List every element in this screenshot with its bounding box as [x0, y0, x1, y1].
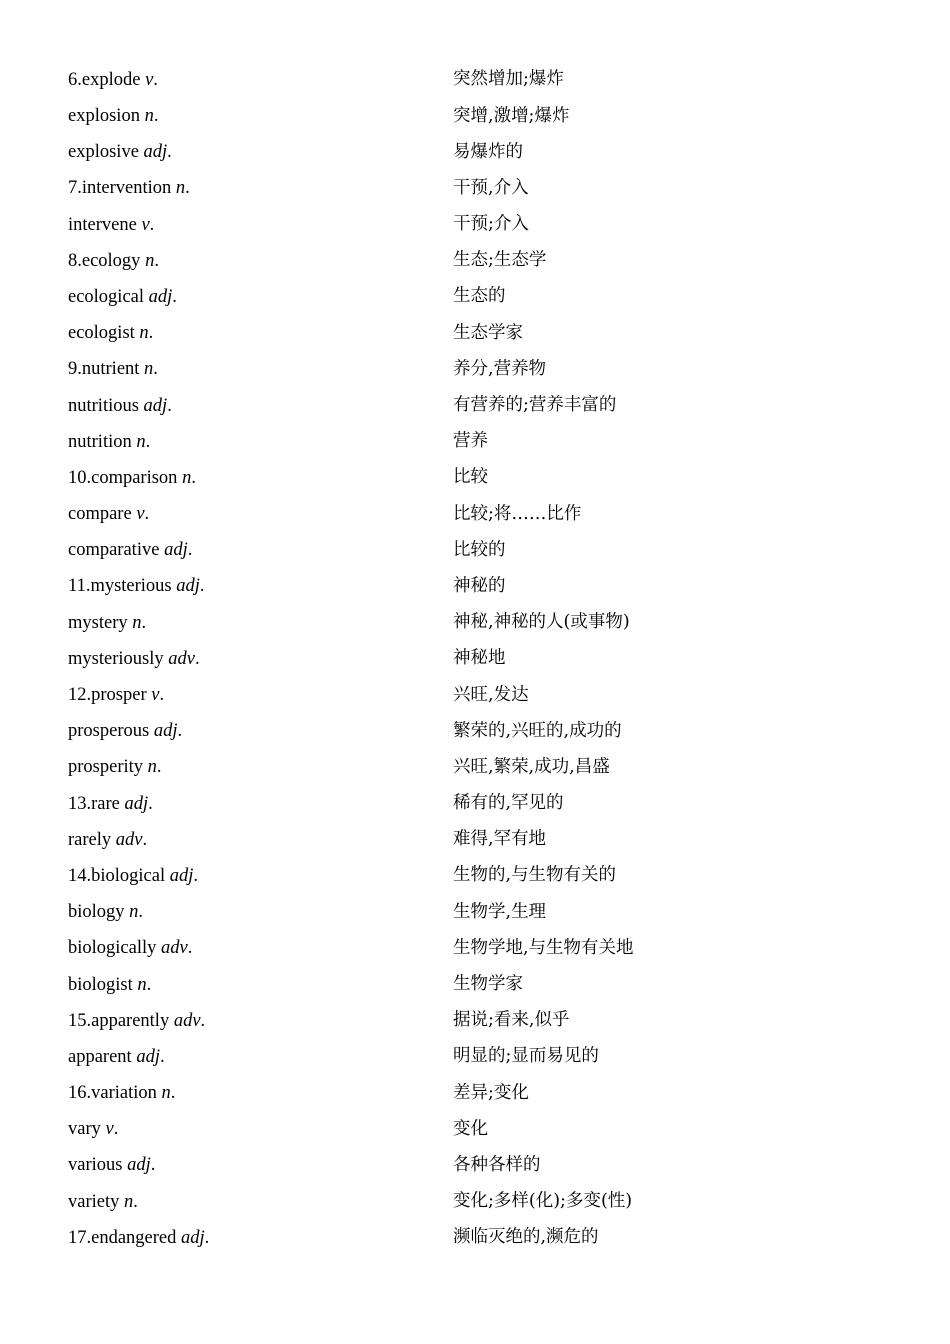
vocab-word: 14.biological	[68, 865, 166, 886]
pos-period: .	[150, 1155, 156, 1176]
vocab-word: 11.mysterious	[68, 576, 172, 597]
vocab-meaning: 兴旺,发达	[453, 684, 529, 705]
part-of-speech: n	[144, 359, 154, 380]
vocab-entry	[68, 569, 888, 605]
vocab-meaning: 濒临灭绝的,濒危的	[453, 1227, 599, 1248]
pos-period: .	[148, 323, 154, 344]
vocab-word: rarely	[68, 829, 112, 850]
vocab-meaning: 突然增加;爆炸	[453, 69, 564, 90]
vocab-meaning: 生物学地,与生物有关地	[453, 937, 634, 958]
vocab-word: prosperity	[68, 757, 144, 778]
vocab-meaning: 神秘地	[453, 648, 506, 669]
vocab-word: 15.apparently	[68, 1010, 170, 1031]
pos-period: .	[145, 431, 151, 452]
pos-period: .	[154, 250, 159, 271]
vocab-word-cell	[68, 1156, 453, 1175]
vocab-entry	[68, 171, 888, 207]
vocab-meaning: 生态学家	[453, 322, 523, 343]
vocab-entry	[68, 315, 888, 351]
vocab-word: ecological	[68, 286, 145, 307]
vocab-word: various	[68, 1155, 123, 1176]
vocab-word-cell	[68, 71, 453, 90]
vocab-word-cell	[68, 939, 453, 958]
pos-period: .	[133, 1191, 138, 1212]
vocab-entry	[68, 207, 888, 243]
vocab-entry	[68, 894, 888, 930]
vocab-word: comparative	[68, 540, 160, 561]
vocab-meaning: 变化	[453, 1118, 488, 1139]
vocab-entry	[68, 1075, 888, 1111]
vocab-entry	[68, 460, 888, 496]
vocab-meaning: 比较	[453, 467, 488, 488]
part-of-speech: v	[141, 214, 150, 235]
vocab-meaning: 稀有的,罕见的	[453, 793, 564, 814]
vocab-word-cell	[68, 505, 453, 524]
vocab-word-cell	[68, 686, 453, 705]
pos-period: .	[144, 504, 150, 525]
vocab-word: variety	[68, 1191, 120, 1212]
vocab-entry	[68, 931, 888, 967]
vocab-meaning: 易爆炸的	[453, 141, 523, 162]
vocab-word-cell	[68, 541, 453, 560]
vocab-word-cell	[68, 107, 453, 126]
vocab-word-cell	[68, 867, 453, 886]
part-of-speech: n	[175, 178, 186, 199]
vocab-word: biologically	[68, 938, 157, 959]
vocab-word: 7.intervention	[68, 178, 172, 199]
vocab-meaning: 养分,营养物	[453, 358, 547, 379]
part-of-speech: n	[129, 902, 139, 923]
vocab-word: prosperous	[68, 721, 150, 742]
part-of-speech: adj	[143, 142, 168, 163]
pos-period: .	[146, 974, 152, 995]
vocab-entry	[68, 858, 888, 894]
vocab-entry	[68, 713, 888, 749]
vocab-entry	[68, 750, 888, 786]
vocab-word-cell	[68, 143, 453, 162]
vocab-word-cell	[68, 650, 453, 669]
vocab-word-cell	[68, 179, 453, 198]
part-of-speech: n	[139, 323, 149, 344]
pos-period: .	[185, 178, 190, 199]
part-of-speech: n	[144, 106, 154, 127]
vocab-entry	[68, 62, 888, 98]
pos-period: .	[148, 793, 153, 814]
part-of-speech: n	[137, 974, 147, 995]
part-of-speech: n	[145, 250, 155, 271]
vocab-word-cell	[68, 1084, 453, 1103]
vocab-meaning: 突增,激增;爆炸	[453, 105, 570, 126]
part-of-speech: n	[161, 1083, 171, 1104]
vocab-entry	[68, 496, 888, 532]
vocab-meaning: 干预;介入	[453, 214, 529, 235]
pos-period: .	[204, 1227, 210, 1248]
vocab-entry	[68, 424, 888, 460]
vocab-entry	[68, 243, 888, 279]
vocab-entry	[68, 1003, 888, 1039]
vocab-word: explosive	[68, 142, 139, 163]
vocab-word: biology	[68, 902, 125, 923]
vocab-word: 13.rare	[68, 793, 120, 814]
pos-period: .	[172, 286, 177, 307]
part-of-speech: adv	[173, 1010, 201, 1031]
pos-period: .	[156, 757, 162, 778]
vocab-word: mystery	[68, 612, 128, 633]
part-of-speech: adv	[161, 938, 188, 959]
vocab-entry	[68, 786, 888, 822]
part-of-speech: adv	[115, 829, 143, 850]
vocab-word: mysteriously	[68, 648, 164, 669]
vocab-entry	[68, 641, 888, 677]
vocab-word: 12.prosper	[68, 685, 147, 706]
vocab-meaning: 差异;变化	[453, 1082, 529, 1103]
part-of-speech: adj	[176, 576, 200, 597]
vocab-word-cell	[68, 795, 453, 814]
vocab-entry	[68, 532, 888, 568]
part-of-speech: adj	[124, 793, 149, 814]
part-of-speech: v	[136, 504, 145, 525]
vocab-word-cell	[68, 469, 453, 488]
part-of-speech: n	[124, 1191, 134, 1212]
vocab-word-cell	[68, 1229, 453, 1248]
vocab-meaning: 比较的	[453, 539, 506, 560]
vocab-word-cell	[68, 1048, 453, 1067]
vocab-entry	[68, 134, 888, 170]
vocab-word: 8.ecology	[68, 250, 141, 271]
vocab-entry	[68, 352, 888, 388]
pos-period: .	[149, 214, 155, 235]
vocab-meaning: 生物学,生理	[453, 901, 547, 922]
vocab-word-cell	[68, 1120, 453, 1139]
vocab-word-cell	[68, 577, 453, 596]
pos-period: .	[153, 106, 159, 127]
pos-period: .	[167, 142, 172, 163]
vocab-word: nutrition	[68, 431, 132, 452]
part-of-speech: adj	[148, 286, 173, 307]
vocab-word-cell	[68, 722, 453, 741]
vocab-meaning: 据说;看来,似乎	[453, 1010, 570, 1031]
vocabulary-list	[68, 62, 888, 1256]
part-of-speech: n	[182, 467, 192, 488]
vocab-word: apparent	[68, 1046, 132, 1067]
vocab-word: ecologist	[68, 323, 135, 344]
pos-period: .	[191, 467, 196, 488]
part-of-speech: adj	[164, 540, 188, 561]
vocab-word: explosion	[68, 106, 140, 127]
vocab-meaning: 难得,罕有地	[453, 829, 547, 850]
vocab-meaning: 生态;生态学	[453, 250, 547, 271]
pos-period: .	[187, 540, 193, 561]
pos-period: .	[159, 1046, 165, 1067]
vocab-word-cell	[68, 903, 453, 922]
vocab-entry	[68, 1184, 888, 1220]
vocab-meaning: 兴旺,繁荣,成功,昌盛	[453, 756, 610, 777]
vocab-entry	[68, 1111, 888, 1147]
vocab-entry	[68, 677, 888, 713]
part-of-speech: v	[151, 685, 160, 706]
vocab-word-cell	[68, 976, 453, 995]
vocab-meaning: 各种各样的	[453, 1154, 541, 1175]
vocab-word-cell	[68, 1193, 453, 1212]
vocab-entry	[68, 1220, 888, 1256]
pos-period: .	[153, 359, 158, 380]
vocab-word-cell	[68, 1012, 453, 1031]
vocab-word: 10.comparison	[68, 467, 178, 488]
vocab-entry	[68, 388, 888, 424]
vocab-entry	[68, 1148, 888, 1184]
vocab-word: biologist	[68, 974, 133, 995]
vocab-meaning: 干预,介入	[453, 177, 529, 198]
pos-period: .	[177, 721, 183, 742]
vocab-meaning: 繁荣的,兴旺的,成功的	[453, 720, 622, 741]
part-of-speech: v	[105, 1119, 114, 1140]
part-of-speech: n	[132, 612, 142, 633]
pos-period: .	[159, 685, 165, 706]
pos-period: .	[138, 902, 144, 923]
vocab-word-cell	[68, 360, 453, 379]
pos-period: .	[142, 829, 148, 850]
vocab-word-cell	[68, 614, 453, 633]
vocab-word: vary	[68, 1119, 101, 1140]
vocab-meaning: 生态的	[453, 286, 506, 307]
vocab-entry	[68, 822, 888, 858]
vocab-word-cell	[68, 397, 453, 416]
vocab-word: 9.nutrient	[68, 359, 140, 380]
part-of-speech: n	[147, 757, 157, 778]
vocab-word-cell	[68, 288, 453, 307]
part-of-speech: adj	[181, 1227, 205, 1248]
vocab-meaning: 比较;将……比作	[453, 503, 582, 524]
vocab-word-cell	[68, 433, 453, 452]
pos-period: .	[170, 1083, 176, 1104]
part-of-speech: n	[136, 431, 146, 452]
vocab-entry	[68, 98, 888, 134]
part-of-speech: adj	[169, 865, 194, 886]
vocab-word: 17.endangered	[68, 1227, 177, 1248]
pos-period: .	[200, 1010, 206, 1031]
vocab-meaning: 有营养的;营养丰富的	[453, 395, 617, 416]
pos-period: .	[194, 648, 200, 669]
vocab-word-cell	[68, 252, 453, 271]
vocab-meaning: 营养	[453, 431, 488, 452]
vocab-meaning: 生物学家	[453, 974, 523, 995]
vocab-word: 6.explode	[68, 69, 141, 90]
pos-period: .	[141, 612, 147, 633]
vocab-meaning: 明显的;显而易见的	[453, 1046, 599, 1067]
part-of-speech: v	[145, 69, 154, 90]
part-of-speech: adj	[136, 1046, 160, 1067]
part-of-speech: adv	[168, 648, 195, 669]
pos-period: .	[193, 865, 198, 886]
vocab-word: intervene	[68, 214, 137, 235]
pos-period: .	[113, 1119, 119, 1140]
pos-period: .	[167, 395, 172, 416]
vocab-entry	[68, 967, 888, 1003]
vocab-meaning: 变化;多样(化);多变(性)	[453, 1191, 633, 1212]
part-of-speech: adj	[153, 721, 178, 742]
pos-period: .	[187, 938, 193, 959]
vocab-meaning: 生物的,与生物有关的	[453, 865, 617, 886]
vocab-entry	[68, 1039, 888, 1075]
pos-period: .	[153, 69, 158, 90]
vocab-meaning: 神秘的	[453, 575, 506, 596]
part-of-speech: adj	[127, 1155, 151, 1176]
vocab-word-cell	[68, 216, 453, 235]
part-of-speech: adj	[143, 395, 168, 416]
vocab-word-cell	[68, 324, 453, 343]
vocab-word-cell	[68, 758, 453, 777]
vocab-word: 16.variation	[68, 1083, 157, 1104]
vocab-word: compare	[68, 504, 132, 525]
vocab-word-cell	[68, 831, 453, 850]
vocab-entry	[68, 605, 888, 641]
vocab-meaning: 神秘,神秘的人(或事物)	[453, 612, 630, 633]
pos-period: .	[199, 576, 205, 597]
vocab-word: nutritious	[68, 395, 139, 416]
vocab-entry	[68, 279, 888, 315]
